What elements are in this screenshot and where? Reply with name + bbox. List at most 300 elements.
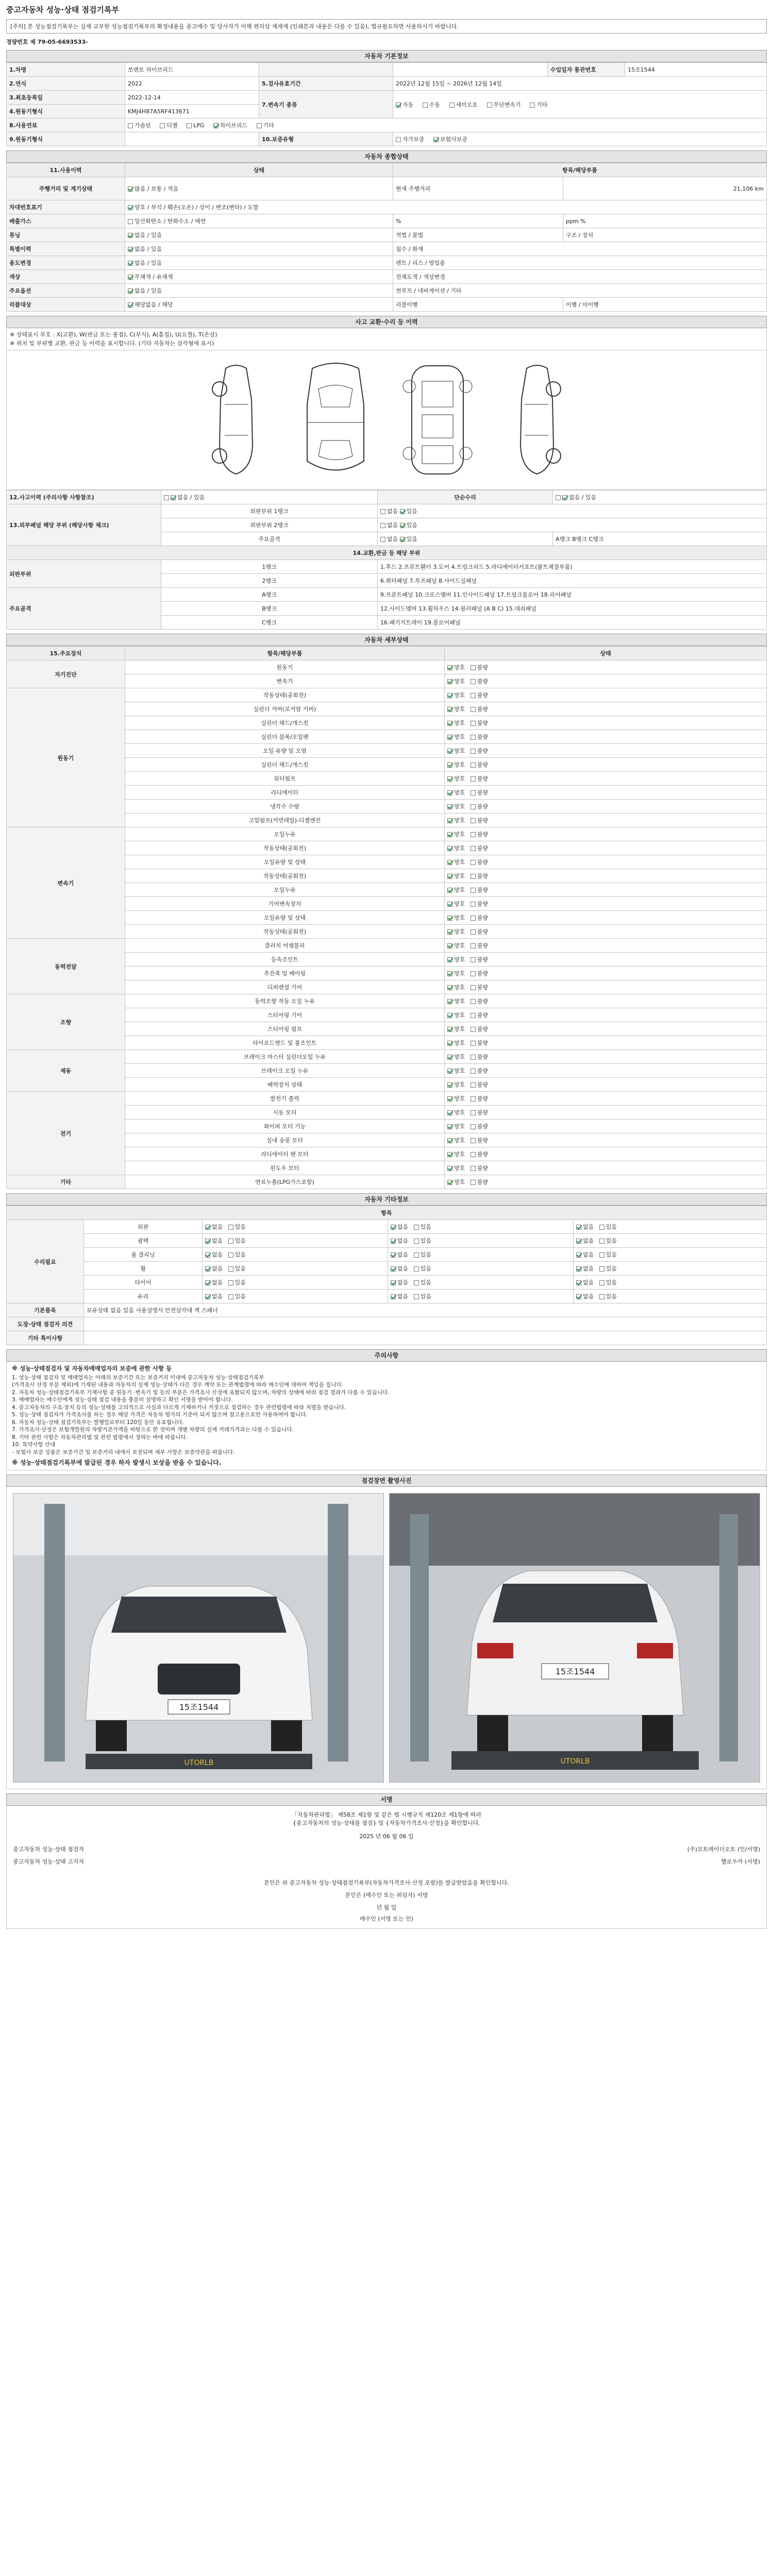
checkbox-icon (128, 233, 133, 238)
checkbox-icon (128, 247, 133, 252)
caution-line: 5. 성능·상태 점검자가 가격조사를 하는 경우 해당 가격은 자동차 평가의 기준이 되지 않으며 참고용으로만 사용하여야 합니다. (12, 1412, 308, 1418)
checkbox-icon (599, 1294, 604, 1299)
checkbox-icon (556, 495, 561, 500)
device-item: 타이로드엔드 및 볼조인트 (125, 1036, 445, 1050)
checkbox-icon (470, 985, 476, 990)
device-status: 양호 불량 (445, 1078, 767, 1092)
device-item: 배력장치 상태 (125, 1078, 445, 1092)
field-label: 8.사용연료 (7, 118, 125, 132)
field-value: KMJ4H87A5RF413671 (125, 105, 259, 118)
caution-line: 8. 기타 관련 사항은 자동차관리법 및 관련 법령에서 정하는 바에 따릅니다. (12, 1434, 188, 1440)
checkbox-icon (470, 874, 476, 879)
checkbox-icon (414, 1252, 419, 1258)
other-row: 광택 없음 있음 없음 있음 없음 있음 (7, 1234, 767, 1248)
checkbox-icon (599, 1266, 604, 1272)
checkbox-icon (470, 735, 476, 740)
detail-status-title: 자동차 세부상태 (6, 634, 767, 646)
car-top-view-icon (292, 358, 379, 482)
checkbox-icon (447, 749, 452, 754)
device-item: 클러치 어셈블리 (125, 939, 445, 953)
damage-history-title: 사고 교환·수리 등 이력 (6, 316, 767, 328)
other-extra-label: 도장·상태 점검자 의견 (7, 1317, 84, 1331)
other-info-section (6, 1193, 767, 1345)
device-item: 브레이크 오일 누유 (125, 1064, 445, 1078)
device-item: 추진축 및 베어링 (125, 967, 445, 980)
checkbox-icon (470, 957, 476, 962)
checkbox-icon (380, 509, 385, 514)
checkbox-icon (447, 707, 452, 712)
caution-section (6, 1349, 767, 1470)
device-status: 양호 불량 (445, 1175, 767, 1189)
general-status-section (6, 150, 767, 312)
checkbox-icon (128, 275, 133, 280)
device-status: 양호 불량 (445, 883, 767, 897)
checkbox-icon (470, 721, 476, 726)
other-item: 유리 (84, 1290, 203, 1303)
checkbox-icon (470, 999, 476, 1004)
car-front-photo-icon (13, 1494, 384, 1782)
other-item: 광택 (84, 1234, 203, 1248)
field-label: 4.원동기형식 (7, 105, 125, 118)
device-status: 양호 불량 (445, 730, 767, 744)
checkbox-icon (470, 749, 476, 754)
other-row: 휠 없음 있음 없음 있음 없음 있음 (7, 1262, 767, 1276)
device-status: 양호 불량 (445, 953, 767, 967)
caution-line: 2. 자동차 성능·상태점검기록부 기재사항 중 원동기 ·변속기 및 등의 부분은 가격조사 산정에 포함되지 않으며, 차량의 상태에 따라 점검 결과가 다를 수 있습니다. (12, 1389, 390, 1396)
other-row: 수리필요 외관 없음 있음 없음 있음 없음 있음 (7, 1220, 767, 1234)
checkbox-icon (433, 137, 439, 142)
device-status: 양호 불량 (445, 758, 767, 772)
checkbox-icon (470, 1180, 476, 1185)
checkbox-icon (470, 846, 476, 851)
device-status: 양호 불량 (445, 688, 767, 702)
checkbox-icon (228, 1294, 233, 1299)
signature-title: 서명 (6, 1793, 767, 1806)
basic-info-section (6, 50, 767, 146)
checkbox-icon (470, 1055, 476, 1060)
detail-row (7, 1175, 767, 1189)
checkbox-icon (576, 1239, 581, 1244)
checkbox-icon (164, 495, 169, 500)
checkbox-icon (447, 804, 452, 809)
checkbox-icon (228, 1225, 233, 1230)
device-status: 양호 불량 (445, 744, 767, 758)
device-status: 양호 불량 (445, 939, 767, 953)
legend-line: ※ 위치 및 부위별 교환, 판금 등 이력을 표시합니다. (기타 자동차는 삼각형에 표시) (10, 340, 214, 347)
field-label: 3.최초등록일 (7, 91, 125, 105)
other-extra-row (7, 1303, 767, 1317)
checkbox-icon (562, 495, 567, 500)
checkbox-icon (380, 537, 385, 542)
checkbox-icon (470, 1166, 476, 1171)
checkbox-icon (447, 1166, 452, 1171)
basic-info-table (6, 62, 767, 146)
checkbox-icon (447, 679, 452, 684)
checkbox-icon (391, 1266, 396, 1272)
checkbox-icon (128, 205, 133, 210)
device-item: 실린더 헤드/개스킷 (125, 758, 445, 772)
device-group-label: 자기진단 (7, 660, 125, 688)
checkbox-icon (160, 123, 165, 128)
other-item: 룸 클리닝 (84, 1248, 203, 1262)
checkbox-icon (205, 1280, 210, 1285)
checkbox-icon (213, 123, 219, 128)
checkbox-icon (470, 860, 476, 865)
checkbox-icon (470, 790, 476, 795)
checkbox-icon (576, 1280, 581, 1285)
checkbox-icon (470, 762, 476, 768)
device-item: 작동상태(공회전) (125, 841, 445, 855)
device-item: 라디에이터 (125, 786, 445, 800)
checkbox-icon (228, 1252, 233, 1258)
checkbox-icon (599, 1252, 604, 1258)
device-status: 양호 불량 (445, 1147, 767, 1161)
caution-title: 주의사항 (6, 1349, 767, 1362)
device-group-label: 조향 (7, 994, 125, 1050)
device-item: 스티어링 기어 (125, 1008, 445, 1022)
checkbox-icon (447, 790, 452, 795)
device-item: 윈도우 모터 (125, 1161, 445, 1175)
checkbox-icon (470, 916, 476, 921)
svg-text:15조1544: 15조1544 (555, 1666, 595, 1676)
caution-footer: ※ 성능·상태점검기록부에 발급된 경우 하자 발생시 보상을 받을 수 있습니다. (12, 1459, 222, 1466)
checkbox-icon (447, 1055, 452, 1060)
device-item: 오일유량 및 상태 (125, 911, 445, 925)
device-status: 양호 불량 (445, 1106, 767, 1120)
checkbox-icon (128, 123, 133, 128)
detail-row (7, 660, 767, 674)
device-status: 양호 불량 (445, 1022, 767, 1036)
other-item: 타이어 (84, 1276, 203, 1290)
checkbox-icon (128, 302, 133, 308)
caution-line: 4. 중고자동차의 구조·장치 등의 성능·상태를 고의적으로 사실과 다르게 기재하거나 거짓으로 점검하는 경우 관련법령에 따라 처벌을 받습니다. (12, 1404, 346, 1411)
checkbox-icon (391, 1280, 396, 1285)
detail-row (7, 1092, 767, 1106)
checkbox-icon (447, 776, 452, 782)
checkbox-icon (447, 1069, 452, 1074)
other-item: 외관 (84, 1220, 203, 1234)
checkbox-icon (599, 1239, 604, 1244)
svg-text:UTORLB: UTORLB (560, 1757, 590, 1766)
device-status: 양호 불량 (445, 814, 767, 827)
fuel-options: 가솔린 디젤 LPG 하이브리드 기타 (125, 118, 767, 132)
checkbox-icon (447, 957, 452, 962)
checkbox-icon (447, 762, 452, 768)
checkbox-icon (447, 1110, 452, 1115)
inspection-photo-front (13, 1493, 384, 1783)
checkbox-icon (228, 1266, 233, 1272)
other-extra-label: 기본품목 (7, 1303, 84, 1317)
device-item: 오일유량 및 상태 (125, 855, 445, 869)
other-info-table: 항목 수리필요 외관 없음 있음 없음 있음 없음 있음 광택 없음 있음 없음 있음 없음 있음 룸 클리닝 없음 있음 없음 있음 없음 있음 휠 없음 있음 없음 있음 없음 있음 타이어 없음 있음 없음 있음 없음 있음 유리 없음 있음 없음 있음 없음 있음 기본품목 보유상태 없음 있음 사용설명서 안전삼각대 잭 스패너 도장·상태 점검자 의견 기타 특이사항 (6, 1206, 767, 1345)
device-item: 작동상태(공회전) (125, 869, 445, 883)
device-status: 양호 불량 (445, 660, 767, 674)
checkbox-icon (414, 1239, 419, 1244)
checkbox-icon (470, 1082, 476, 1088)
checkbox-icon (447, 1082, 452, 1088)
svg-text:15조1544: 15조1544 (179, 1702, 219, 1712)
caution-line: 3. 매매업자는 매수인에게 성능·상태 점검 내용을 충분히 설명하고 확인 서명을 받아야 합니다. (12, 1397, 233, 1403)
checkbox-icon (391, 1252, 396, 1258)
checkbox-icon (205, 1266, 210, 1272)
field-value: 쏘렌토 하이브리드 (125, 63, 259, 77)
device-group-label: 동력전달 (7, 939, 125, 994)
device-status: 양호 불량 (445, 1120, 767, 1133)
checkbox-icon (447, 1124, 452, 1129)
checkbox-icon (530, 103, 535, 108)
checkbox-icon (447, 1138, 452, 1143)
field-label: 10.보증유형 (259, 132, 393, 146)
checkbox-icon (447, 874, 452, 879)
checkbox-icon (423, 103, 428, 108)
checkbox-icon (470, 693, 476, 698)
checkbox-icon (470, 707, 476, 712)
car-left-side-icon (195, 358, 277, 482)
checkbox-icon (470, 818, 476, 823)
caution-line: 7. 가격조사·산정은 보험개발원의 차량기준가액을 바탕으로 한 것이며 개별 차량의 실제 거래가격과는 다를 수 있습니다. (12, 1427, 294, 1433)
checkbox-icon (470, 1110, 476, 1115)
base-items: 보유상태 없음 있음 사용설명서 안전삼각대 잭 스패너 (84, 1303, 767, 1317)
signature-date: 2025 년 06 월 06 일 (359, 1833, 414, 1840)
accident-table: 12.사고이력 (주의사항 사항참조) 없음 / 있음 단순수리 없음 / 있음 13.외부패널 해당 부위 (해당사항 체크) 외판부위 1랭크 없음 있음 외판부위 2랭크 없음 있음 주요골격 없음 있음 A랭크 B랭크 C랭크 14.교환,판금 등 해당 부위 외판부위 1랭크 1.후드 2.프론트휀더 3.도어 4.트렁크리드 5.라디에이터서포트(볼트체결부품) 2랭크 6.쿼터패널 7.루프패널 8.사이드실패널 주요골격 A랭크 9.프론트패널 10.크로스멤버 11.인사이드패널 17.트렁크플로어 18.리어패널 B랭크 12.사이드멤버 13.휠하우스 14.필러패널 (A B C) 15.대쉬패널 C랭크 16.패키지트레이 19.플로어패널 (6, 490, 767, 630)
inspection-record (6, 0, 767, 1929)
device-status: 양호 불량 (445, 827, 767, 841)
checkbox-icon (470, 888, 476, 893)
damage-history-section (6, 316, 767, 630)
detail-row (7, 827, 767, 841)
detail-row (7, 1050, 767, 1064)
device-item: 와이퍼 모터 기능 (125, 1120, 445, 1133)
checkbox-icon (447, 902, 452, 907)
basic-info-title: 자동차 기본정보 (6, 50, 767, 62)
checkbox-icon (447, 693, 452, 698)
checkbox-icon (470, 1013, 476, 1018)
field-label: 7.변속기 종류 (259, 91, 393, 118)
device-status: 양호 불량 (445, 841, 767, 855)
other-extra-row (7, 1331, 767, 1345)
device-status: 양호 불량 (445, 897, 767, 911)
field-value: 2022년 12월 15일 ~ 2026년 12월 14일 (393, 77, 767, 91)
other-row: 타이어 없음 있음 없음 있음 없음 있음 (7, 1276, 767, 1290)
checkbox-icon (187, 123, 192, 128)
repair-needed-label: 수리필요 (7, 1220, 84, 1303)
checkbox-icon (447, 929, 452, 935)
device-item: 브레이크 마스터 실린더오일 누유 (125, 1050, 445, 1064)
checkbox-icon (447, 1041, 452, 1046)
device-item: 냉각수 수량 (125, 800, 445, 814)
device-item: 실린더 블록/오일팬 (125, 730, 445, 744)
device-item: 동력조향 작동 오일 누유 (125, 994, 445, 1008)
field-value: 2022 (125, 77, 259, 91)
field-label: 수입일자 통관번호 (548, 63, 625, 77)
device-status: 양호 불량 (445, 925, 767, 939)
signature-section: 서명 「자동차관리법」 제58조 제1항 및 같은 법 시행규칙 제120조 제1항에 따라 {중고자동차의 성능·상태를 점검} 및 {자동차가격조사·산정}을 확인합니다. 2025 년 06 월 06 일 중고자동차 성능·상태 점검자 (주)모토레이더오토 (인/서명) 중고자동차 성능·상태 고지자 헬로우카 (서명) 본인은 위 중고자동차 성능·상태점검기록부(자동차가격조사·산정 포함)를 발급받았음을 확인합니다. 본인은 (매수인 또는 위임자) 서명 년 월 일 매수인 (서명 또는 인) (6, 1793, 767, 1929)
checkbox-icon (228, 1280, 233, 1285)
device-status: 양호 불량 (445, 1092, 767, 1106)
device-item: 작동상태(공회전) (125, 688, 445, 702)
caution-line: 10. 특약사항 안내 (12, 1442, 56, 1448)
checkbox-icon (447, 971, 452, 976)
device-item: 실린더 헤드/개스킷 (125, 716, 445, 730)
caution-line: 1. 성능·상태 점검자 및 매매업자는 아래의 보증기간 또는 보증거리 이내에 중고자동차 성능·상태점검기록부 (12, 1374, 264, 1381)
device-item: 워터펌프 (125, 772, 445, 786)
checkbox-icon (205, 1225, 210, 1230)
device-item: 실린더 커버(로커암 커버) (125, 702, 445, 716)
transmission-options: 자동 수동 세미오토 무단변속기 기타 (393, 91, 767, 118)
field-label: 5.검사유효기간 (259, 77, 393, 91)
device-group-label: 전기 (7, 1092, 125, 1175)
checkbox-icon (380, 523, 385, 528)
inspection-photo-rear (389, 1493, 760, 1783)
device-status: 양호 불량 (445, 967, 767, 980)
other-item: 휠 (84, 1262, 203, 1276)
checkbox-icon (470, 1138, 476, 1143)
checkbox-icon (470, 665, 476, 670)
device-item: 디퍼렌셜 기어 (125, 980, 445, 994)
checkbox-icon (470, 929, 476, 935)
checkbox-icon (449, 103, 455, 108)
checkbox-icon (447, 860, 452, 865)
detail-row (7, 688, 767, 702)
device-item: 원동기 (125, 660, 445, 674)
legend-line: ※ 상태표시 부호 : X(교환), W(판금 또는 용접), C(부식), A(흠집), U(요철), T(손상) (10, 331, 217, 338)
device-group-label: 원동기 (7, 688, 125, 827)
checkbox-icon (400, 509, 405, 514)
device-status: 양호 불량 (445, 855, 767, 869)
checkbox-icon (447, 985, 452, 990)
other-row: 유리 없음 있음 없음 있음 없음 있음 (7, 1290, 767, 1303)
checkbox-icon (576, 1294, 581, 1299)
detail-row (7, 994, 767, 1008)
checkbox-icon (447, 1096, 452, 1101)
checkbox-icon (447, 818, 452, 823)
device-status: 양호 불량 (445, 786, 767, 800)
device-group-label: 변속기 (7, 827, 125, 939)
checkbox-icon (205, 1239, 210, 1244)
checkbox-icon (470, 943, 476, 948)
checkbox-icon (128, 187, 133, 192)
caution-heading: ※ 성능·상태점검자 및 자동차매매업자의 보증에 관한 사항 등 (12, 1365, 172, 1372)
checkbox-icon (400, 523, 405, 528)
document-title: 중고자동차 성능·상태 점검기록부 (6, 5, 120, 14)
device-status: 양호 불량 (445, 994, 767, 1008)
checkbox-icon (576, 1252, 581, 1258)
checkbox-icon (470, 1124, 476, 1129)
checkbox-icon (599, 1225, 604, 1230)
device-status: 양호 불량 (445, 800, 767, 814)
checkbox-icon (470, 1027, 476, 1032)
checkbox-icon (414, 1294, 419, 1299)
checkbox-icon (400, 537, 405, 542)
checkbox-icon (470, 1069, 476, 1074)
device-item: 등속조인트 (125, 953, 445, 967)
device-item: 오일 유량 및 오염 (125, 744, 445, 758)
other-extra-label: 기타 특이사항 (7, 1331, 84, 1345)
checkbox-icon (447, 735, 452, 740)
device-status: 양호 불량 (445, 702, 767, 716)
general-status-table: 11.사용이력 상태 항목/해당부품 주행거리 및 계기상태 많음 / 보통 / 적음 현재 주행거리 21,106 km 차대번호표기 양호 / 부식 / 훼손(오손) / 상이 / 변조(변타) / 도말 배출가스 일산화탄소 / 탄화수소 / 매연 % ppm % 튜닝 없음 / 있음 적법 / 불법 구조 / 장치 특별이력 없음 / 있음 침수 / 화재 용도변경 없음 / 있음 렌트 / 리스 / 영업용 색상 무채색 / 유채색 전체도색 / 색상변경 주요옵션 없음 / 있음 썬루프 / 네비게이션 / 기타 리콜대상 해당없음 / 해당 리콜이행 이행 / 미이행 (6, 163, 767, 312)
device-status: 양호 불량 (445, 1133, 767, 1147)
checkbox-icon (447, 1027, 452, 1032)
checkbox-icon (447, 916, 452, 921)
device-group-label: 제동 (7, 1050, 125, 1092)
detail-status-section (6, 634, 767, 1189)
checkbox-icon (128, 289, 133, 294)
checkbox-icon (470, 1152, 476, 1157)
checkbox-icon (447, 721, 452, 726)
other-extra-row (7, 1317, 767, 1331)
car-rear-photo-icon (390, 1494, 760, 1782)
checkbox-icon (391, 1294, 396, 1299)
device-item: 발전기 출력 (125, 1092, 445, 1106)
device-status: 양호 불량 (445, 980, 767, 994)
field-label: 9.원동기형식 (7, 132, 125, 146)
device-item: 기어변속장치 (125, 897, 445, 911)
checkbox-icon (470, 902, 476, 907)
checkbox-icon (576, 1225, 581, 1230)
device-status: 양호 불량 (445, 1064, 767, 1078)
checkbox-icon (396, 103, 401, 108)
device-status: 양호 불량 (445, 674, 767, 688)
checkbox-icon (470, 1096, 476, 1101)
checkbox-icon (414, 1280, 419, 1285)
checkbox-icon (128, 219, 133, 224)
notice-box: [주의] 본 성능점검기록부는 실제 교부한 성능점검기록부의 확정내용을 중고매수 및 당사자가 이해 편의상 재게재 (인쇄본과 내용은 다를 수 있음), 법규필요하면 사용하시기 바랍니다. (6, 19, 767, 33)
field-value: 2022-12-14 (125, 91, 259, 105)
general-status-title: 자동차 종합상태 (6, 150, 767, 163)
device-item: 오일누유 (125, 883, 445, 897)
checkbox-icon (447, 1152, 452, 1157)
checkbox-icon (470, 971, 476, 976)
device-group-label: 기타 (7, 1175, 125, 1189)
field-value: 15조1544 (625, 63, 767, 77)
device-status: 양호 불량 (445, 1036, 767, 1050)
checkbox-icon (599, 1280, 604, 1285)
other-info-title: 자동차 기타정보 (6, 1193, 767, 1206)
warranty-options: 자가보증 보험사보증 (393, 132, 767, 146)
checkbox-icon (487, 103, 492, 108)
field-label: 2.연식 (7, 77, 125, 91)
device-item: 고압펌프(커먼레일)-디젤엔진 (125, 814, 445, 827)
checkbox-icon (391, 1225, 396, 1230)
checkbox-icon (447, 832, 452, 837)
photo-section (6, 1475, 767, 1789)
detail-row (7, 939, 767, 953)
checkbox-icon (447, 665, 452, 670)
device-item: 작동상태(공회전) (125, 925, 445, 939)
caution-line: - 보험사 보증 상품은 보증기간 및 보증거리 내에서 보장되며 세부 사항은 보증약관을 따릅니다. (12, 1449, 235, 1455)
checkbox-icon (470, 832, 476, 837)
device-item: 오일누유 (125, 827, 445, 841)
field-label: 1.차명 (7, 63, 125, 77)
checkbox-icon (576, 1266, 581, 1272)
device-item: 실내 송풍 모터 (125, 1133, 445, 1147)
vehicle-diagram (6, 350, 767, 490)
checkbox-icon (447, 1013, 452, 1018)
checkbox-icon (205, 1252, 210, 1258)
checkbox-icon (391, 1239, 396, 1244)
device-status: 양호 불량 (445, 911, 767, 925)
device-item: 연료누출(LPG가스포함) (125, 1175, 445, 1189)
checkbox-icon (414, 1266, 419, 1272)
checkbox-icon (470, 776, 476, 782)
caution-line: 6. 자동차 성능·상태 점검기록부는 발행일로부터 120일 동안 유효합니다. (12, 1419, 184, 1426)
checkbox-icon (447, 888, 452, 893)
device-item: 시동 모터 (125, 1106, 445, 1120)
checkbox-icon (447, 846, 452, 851)
car-frame-icon (394, 358, 481, 482)
device-status: 양호 불량 (445, 716, 767, 730)
